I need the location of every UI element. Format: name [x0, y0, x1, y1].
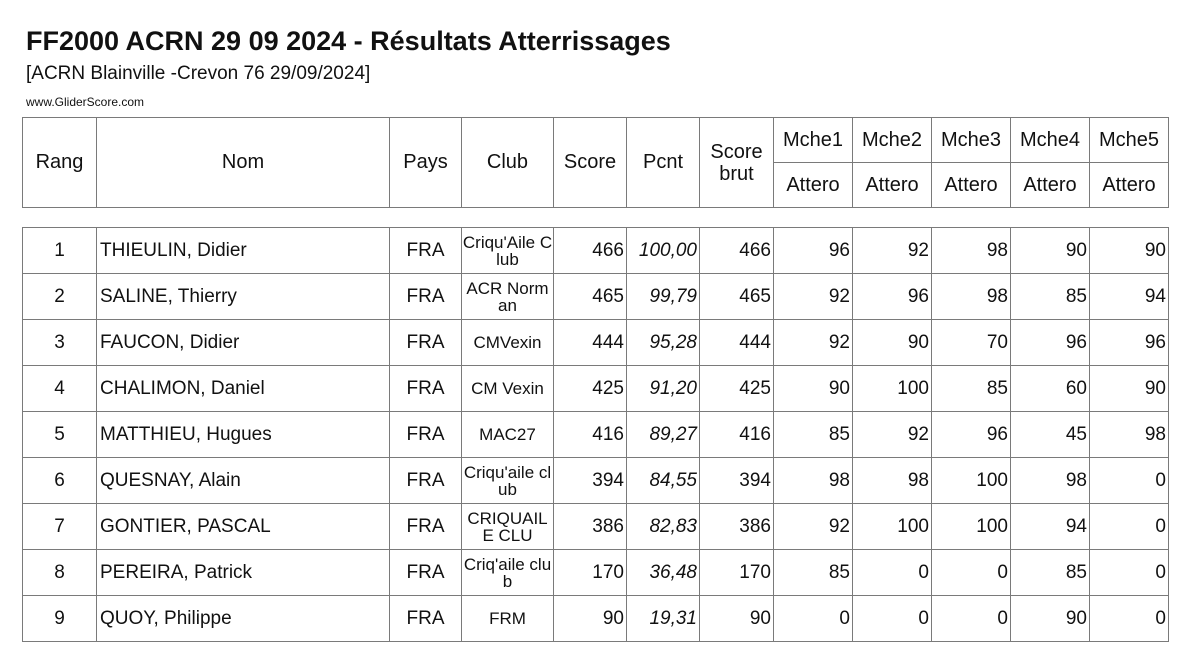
cell-nom: MATTHIEU, Hugues: [97, 412, 390, 458]
cell-nom: THIEULIN, Didier: [97, 228, 390, 274]
cell-pays: FRA: [390, 320, 462, 366]
cell-manche-2: 0: [853, 596, 932, 642]
cell-nom: GONTIER, PASCAL: [97, 504, 390, 550]
cell-pcnt: 84,55: [627, 458, 700, 504]
cell-pays: FRA: [390, 228, 462, 274]
cell-nom: PEREIRA, Patrick: [97, 550, 390, 596]
cell-manche-3: 96: [932, 412, 1011, 458]
cell-manche-4: 94: [1011, 504, 1090, 550]
cell-rang: 2: [23, 274, 97, 320]
cell-rang: 5: [23, 412, 97, 458]
cell-pcnt: 36,48: [627, 550, 700, 596]
cell-score-brut: 466: [700, 228, 774, 274]
cell-manche-1: 96: [774, 228, 853, 274]
header-nom: Nom: [97, 118, 390, 208]
table-row: [23, 228, 1169, 274]
cell-rang: 6: [23, 458, 97, 504]
cell-score-brut: 444: [700, 320, 774, 366]
site-name: www.GliderScore.com: [26, 95, 145, 109]
table-row: [23, 274, 1169, 320]
cell-manche-2: 96: [853, 274, 932, 320]
results-table: [22, 227, 1169, 642]
cell-manche-2: 90: [853, 320, 932, 366]
cell-score-brut: 465: [700, 274, 774, 320]
cell-manche-2: 100: [853, 504, 932, 550]
cell-pcnt: 89,27: [627, 412, 700, 458]
cell-rang: 1: [23, 228, 97, 274]
cell-pays: FRA: [390, 412, 462, 458]
table-row: [23, 366, 1169, 412]
cell-score: 466: [554, 228, 627, 274]
cell-club: Criqu'aile club: [462, 458, 554, 504]
cell-manche-1: 90: [774, 366, 853, 412]
cell-manche-4: 96: [1011, 320, 1090, 366]
table-row: [23, 550, 1169, 596]
table-row: [23, 458, 1169, 504]
cell-nom: CHALIMON, Daniel: [97, 366, 390, 412]
cell-manche-4: 45: [1011, 412, 1090, 458]
subheader-attero-4: Attero: [1011, 163, 1090, 208]
header-pcnt: Pcnt: [627, 118, 700, 208]
header-manche-3: Mche3: [932, 118, 1011, 163]
cell-manche-4: 90: [1011, 228, 1090, 274]
subheader-attero-2: Attero: [853, 163, 932, 208]
cell-score-brut: 425: [700, 366, 774, 412]
cell-manche-1: 85: [774, 412, 853, 458]
cell-pcnt: 91,20: [627, 366, 700, 412]
cell-manche-5: 90: [1090, 366, 1169, 412]
cell-manche-3: 100: [932, 458, 1011, 504]
cell-pays: FRA: [390, 458, 462, 504]
cell-pcnt: 19,31: [627, 596, 700, 642]
cell-score: 90: [554, 596, 627, 642]
cell-pcnt: 82,83: [627, 504, 700, 550]
cell-score: 394: [554, 458, 627, 504]
cell-manche-4: 85: [1011, 550, 1090, 596]
header-manche-1: Mche1: [774, 118, 853, 163]
header-rang: Rang: [23, 118, 97, 208]
page-title: FF2000 ACRN 29 09 2024 - Résultats Atterrissages: [26, 26, 671, 56]
cell-manche-5: 0: [1090, 504, 1169, 550]
header-pays: Pays: [390, 118, 462, 208]
cell-pays: FRA: [390, 596, 462, 642]
cell-score: 444: [554, 320, 627, 366]
cell-nom: SALINE, Thierry: [97, 274, 390, 320]
cell-manche-3: 0: [932, 596, 1011, 642]
cell-nom: QUESNAY, Alain: [97, 458, 390, 504]
cell-score: 386: [554, 504, 627, 550]
cell-nom: QUOY, Philippe: [97, 596, 390, 642]
cell-manche-5: 0: [1090, 550, 1169, 596]
cell-manche-3: 98: [932, 274, 1011, 320]
header-score: Score: [554, 118, 627, 208]
cell-rang: 4: [23, 366, 97, 412]
cell-manche-2: 0: [853, 550, 932, 596]
cell-score-brut: 416: [700, 412, 774, 458]
cell-pays: FRA: [390, 550, 462, 596]
cell-manche-1: 92: [774, 274, 853, 320]
cell-score: 465: [554, 274, 627, 320]
cell-club: ACR Norman: [462, 274, 554, 320]
cell-manche-5: 0: [1090, 458, 1169, 504]
cell-manche-2: 98: [853, 458, 932, 504]
cell-pays: FRA: [390, 366, 462, 412]
cell-score-brut: 90: [700, 596, 774, 642]
cell-manche-5: 96: [1090, 320, 1169, 366]
cell-club: Criqu'Aile Club: [462, 228, 554, 274]
cell-manche-5: 98: [1090, 412, 1169, 458]
table-row: [23, 412, 1169, 458]
cell-manche-5: 0: [1090, 596, 1169, 642]
cell-rang: 9: [23, 596, 97, 642]
cell-club: Criq'aile club: [462, 550, 554, 596]
table-row: [23, 596, 1169, 642]
cell-manche-2: 92: [853, 228, 932, 274]
cell-club: CRIQUAILE CLU: [462, 504, 554, 550]
cell-manche-1: 98: [774, 458, 853, 504]
results-header: [22, 117, 1169, 208]
subheader-attero-1: Attero: [774, 163, 853, 208]
cell-rang: 3: [23, 320, 97, 366]
cell-club: CM Vexin: [462, 366, 554, 412]
cell-manche-1: 85: [774, 550, 853, 596]
header-manche-5: Mche5: [1090, 118, 1169, 163]
cell-manche-4: 90: [1011, 596, 1090, 642]
cell-manche-4: 98: [1011, 458, 1090, 504]
cell-manche-1: 0: [774, 596, 853, 642]
cell-manche-2: 100: [853, 366, 932, 412]
cell-manche-1: 92: [774, 504, 853, 550]
cell-pays: FRA: [390, 504, 462, 550]
cell-manche-1: 92: [774, 320, 853, 366]
cell-manche-5: 94: [1090, 274, 1169, 320]
cell-manche-3: 0: [932, 550, 1011, 596]
cell-manche-5: 90: [1090, 228, 1169, 274]
cell-manche-3: 100: [932, 504, 1011, 550]
cell-nom: FAUCON, Didier: [97, 320, 390, 366]
cell-rang: 7: [23, 504, 97, 550]
cell-score-brut: 386: [700, 504, 774, 550]
cell-pcnt: 95,28: [627, 320, 700, 366]
cell-club: FRM: [462, 596, 554, 642]
cell-manche-3: 85: [932, 366, 1011, 412]
subheader-attero-5: Attero: [1090, 163, 1169, 208]
cell-score-brut: 170: [700, 550, 774, 596]
cell-club: CMVexin: [462, 320, 554, 366]
cell-club: MAC27: [462, 412, 554, 458]
cell-manche-4: 85: [1011, 274, 1090, 320]
cell-rang: 8: [23, 550, 97, 596]
cell-manche-3: 70: [932, 320, 1011, 366]
cell-pays: FRA: [390, 274, 462, 320]
page-subtitle: [ACRN Blainville -Crevon 76 29/09/2024]: [26, 63, 371, 84]
table-row: [23, 320, 1169, 366]
header-manche-4: Mche4: [1011, 118, 1090, 163]
cell-manche-4: 60: [1011, 366, 1090, 412]
cell-score-brut: 394: [700, 458, 774, 504]
header-score-brut: Score brut: [700, 118, 774, 208]
cell-score: 425: [554, 366, 627, 412]
header-manche-2: Mche2: [853, 118, 932, 163]
cell-pcnt: 100,00: [627, 228, 700, 274]
subheader-attero-3: Attero: [932, 163, 1011, 208]
table-row: [23, 504, 1169, 550]
cell-score: 416: [554, 412, 627, 458]
cell-manche-3: 98: [932, 228, 1011, 274]
header-club: Club: [462, 118, 554, 208]
cell-score: 170: [554, 550, 627, 596]
cell-pcnt: 99,79: [627, 274, 700, 320]
cell-manche-2: 92: [853, 412, 932, 458]
